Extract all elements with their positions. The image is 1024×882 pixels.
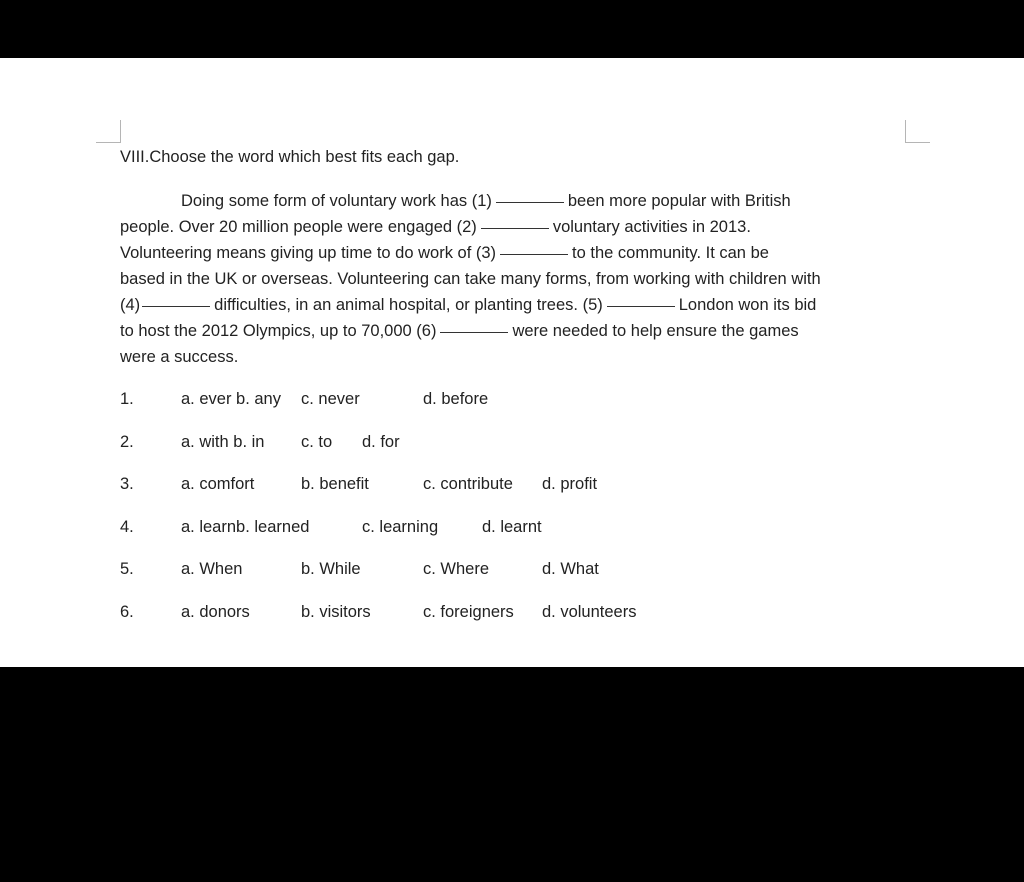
question-number: 6. xyxy=(120,602,134,621)
passage-text: Volunteering means giving up time to do work of (3) xyxy=(120,244,497,262)
gap-3-blank xyxy=(500,254,568,255)
option-a: a. donors xyxy=(181,602,250,621)
passage-text: to the community. It can be xyxy=(572,244,769,262)
passage-text: (4) xyxy=(120,296,141,314)
passage-text: difficulties, in an animal hospital, or planting trees. (5) xyxy=(214,296,603,314)
option-d: d. profit xyxy=(542,475,598,494)
gap-1-blank xyxy=(496,202,564,203)
option-c: c. contribute xyxy=(423,475,513,494)
passage-text: were a success. xyxy=(120,348,239,366)
gap-5-blank xyxy=(607,306,675,307)
passage-line xyxy=(120,318,912,344)
passage-text: been more popular with British xyxy=(567,192,791,210)
option-b: b. visitors xyxy=(301,602,371,621)
question-5 xyxy=(120,560,912,603)
question-1 xyxy=(120,390,912,433)
question-number: 4. xyxy=(120,517,134,536)
option-ab: a. ever b. any xyxy=(181,390,281,408)
gap-4-blank xyxy=(142,306,210,307)
passage-line xyxy=(120,188,912,214)
option-d: d. for xyxy=(362,432,400,451)
exercise-heading: VIII.Choose the word which best fits each gap. xyxy=(120,148,460,166)
passage-line xyxy=(120,214,912,240)
option-d: d. before xyxy=(423,390,489,408)
passage-line xyxy=(120,292,912,318)
gap-6-blank xyxy=(440,332,508,333)
option-c: c. to xyxy=(301,432,333,451)
passage-text: to host the 2012 Olympics, up to 70,000 (6) xyxy=(120,322,437,340)
question-6 xyxy=(120,603,912,646)
question-2 xyxy=(120,433,912,476)
gap-2-blank xyxy=(481,228,549,229)
option-a: a. comfort xyxy=(181,475,255,494)
passage-text: London won its bid xyxy=(678,296,817,314)
passage-text: voluntary activities in 2013. xyxy=(552,218,751,236)
option-c: c. foreigners xyxy=(423,602,514,621)
option-c: c. learning xyxy=(362,517,439,536)
option-ab: a. with b. in xyxy=(181,432,265,451)
question-number: 3. xyxy=(120,475,134,494)
margin-corner-top-left xyxy=(96,120,121,143)
question-number: 2. xyxy=(120,432,134,451)
passage-text: Doing some form of voluntary work has (1) xyxy=(181,192,492,210)
option-c: c. never xyxy=(301,390,360,408)
option-b: b. benefit xyxy=(301,475,369,494)
passage-line xyxy=(120,240,912,266)
exercise-content xyxy=(120,144,912,646)
passage xyxy=(120,188,912,370)
option-d: d. volunteers xyxy=(542,602,637,621)
option-b: b. While xyxy=(301,560,361,579)
question-3 xyxy=(120,475,912,518)
passage-line xyxy=(120,266,912,292)
passage-text: people. Over 20 million people were engaged (2) xyxy=(120,218,477,236)
option-c: c. Where xyxy=(423,560,490,579)
option-ab: a. learnb. learned xyxy=(181,517,310,536)
question-number: 1. xyxy=(120,390,134,408)
question-4 xyxy=(120,518,912,561)
passage-line xyxy=(120,344,912,370)
question-number: 5. xyxy=(120,560,134,579)
option-a: a. When xyxy=(181,560,243,579)
option-d: d. What xyxy=(542,560,599,579)
margin-corner-top-right xyxy=(905,120,930,143)
question-list xyxy=(120,390,912,646)
option-d: d. learnt xyxy=(482,517,542,536)
passage-text: based in the UK or overseas. Volunteering can take many forms, from working with children with xyxy=(120,270,821,288)
passage-text: were needed to help ensure the games xyxy=(512,322,799,340)
document-page xyxy=(0,58,1024,667)
